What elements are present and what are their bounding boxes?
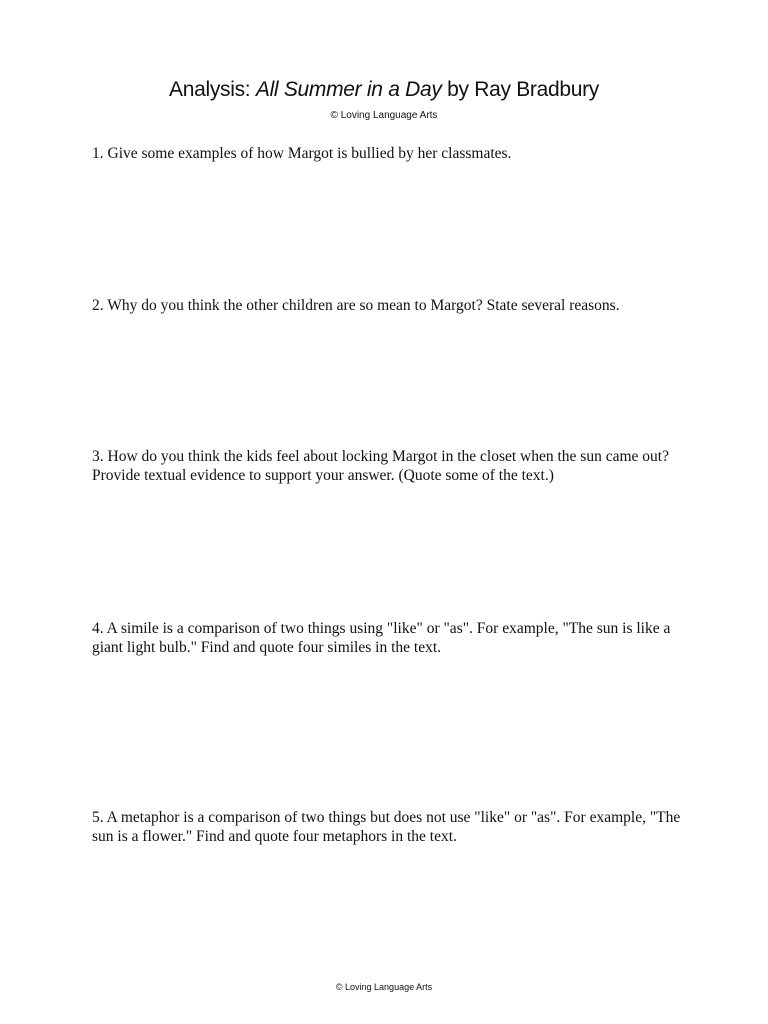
- question-2: 2. Why do you think the other children are so mean to Margot? State several reasons.: [92, 297, 620, 314]
- header-copyright: © Loving Language Arts: [330, 110, 438, 121]
- page-title: [0, 78, 768, 102]
- title-prefix: Analysis:: [168, 78, 256, 101]
- title-suffix: by Ray Bradbury: [441, 78, 599, 101]
- title-story-name: All Summer in a Day: [255, 78, 442, 101]
- question-4: 4. A simile is a comparison of two things using "like" or "as". For example, "The sun is like a giant light bulb." Find and quote four similes in the text.: [92, 620, 671, 656]
- question-1: 1. Give some examples of how Margot is bullied by her classmates.: [92, 145, 512, 162]
- question-5: 5. A metaphor is a comparison of two things but does not use "like" or "as". For example, "The sun is a flower." Find and quote four metaphors in the text.: [92, 809, 681, 845]
- question-3: 3. How do you think the kids feel about locking Margot in the closet when the sun came out? Provide textual evidence to support your answer. (Quote some of the text.): [92, 448, 669, 484]
- footer-copyright: © Loving Language Arts: [335, 982, 433, 992]
